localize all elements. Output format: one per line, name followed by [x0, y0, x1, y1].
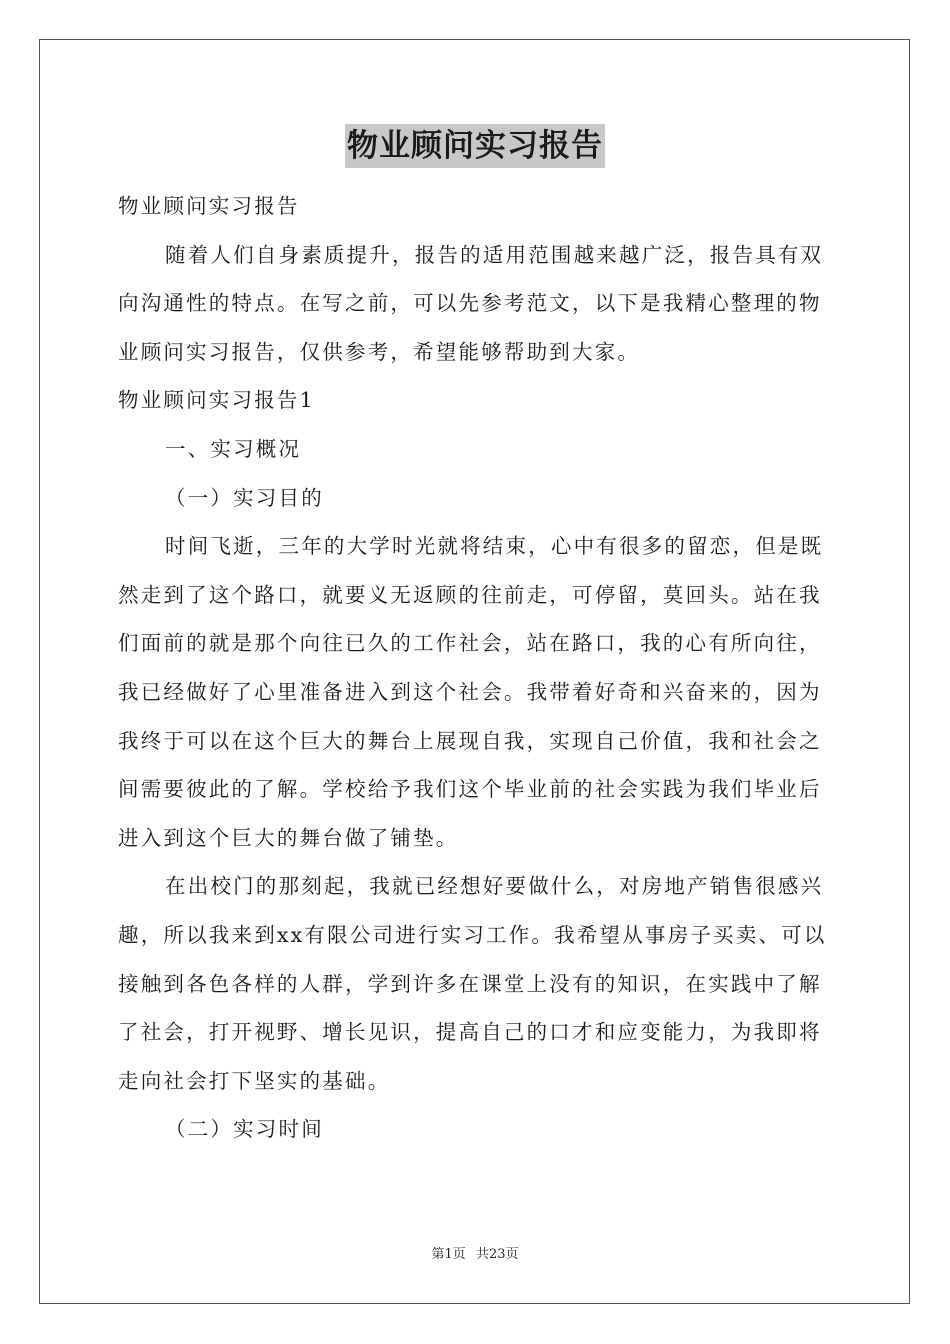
title-container	[0, 124, 950, 168]
page-number-total: 共23页	[475, 1247, 519, 1262]
page-number-current: 第1页	[431, 1247, 466, 1262]
document-title: 物业顾问实习报告	[345, 124, 605, 168]
heading-purpose: （一）实习目的	[165, 485, 324, 510]
body-paragraph: 时间飞逝，三年的大学时光就将结束，心中有很多的留恋，但是既然走到了这个路口，就要义无返顾的往前走，可停留，莫回头。站在我们面前的就是那个向往已久的工作社会，站在路口，我的心有所向往，我已经做好了心里准备进入到这个社会。我带着好奇和兴奋来的，因为我终于可以在这个巨大的舞台上展现自我，实现自己价值，我和社会之间需要彼此的了解。学校给予我们这个毕业前的社会实践为我们毕业后进入到这个巨大的舞台做了铺垫。	[118, 534, 824, 850]
document-body	[118, 182, 838, 1154]
section-heading: 物业顾问实习报告1	[118, 388, 315, 413]
heading-time: （二）实习时间	[165, 1117, 324, 1142]
body-paragraph: 在出校门的那刻起，我就已经想好要做什么，对房地产销售很感兴趣，所以我来到xx有限公司进行实习工作。我希望从事房子买卖、可以接触到各色各样的人群，学到许多在课堂上没有的知识，在实践中了解了社会，打开视野、增长见识，提高自己的口才和应变能力，为我即将走向社会打下坚实的基础。	[118, 874, 827, 1093]
intro-paragraph: 随着人们自身素质提升，报告的适用范围越来越广泛，报告具有双向沟通性的特点。在写之前，可以先参考范文，以下是我精心整理的物业顾问实习报告，仅供参考，希望能够帮助到大家。	[118, 242, 824, 364]
page-footer	[0, 1246, 950, 1264]
subtitle-line: 物业顾问实习报告	[118, 194, 300, 218]
heading-overview: 一、实习概况	[165, 436, 302, 461]
